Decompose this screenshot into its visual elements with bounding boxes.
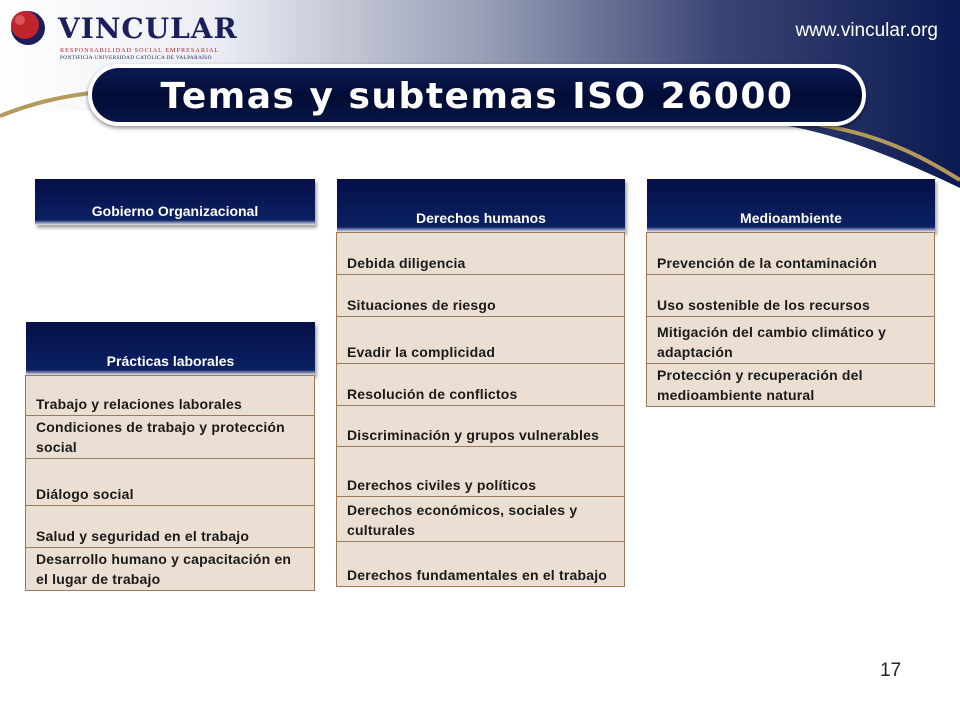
list-item: Condiciones de trabajo y protección social — [26, 416, 314, 459]
header-band — [0, 0, 960, 190]
topic-list-practicas — [25, 375, 315, 591]
logo-wordmark: VINCULAR — [58, 12, 238, 45]
page-number: 17 — [880, 660, 902, 681]
list-item: Protección y recuperación del medioambiente natural — [657, 367, 863, 403]
vincular-logo — [8, 8, 238, 64]
list-item: Mitigación del cambio climático y adaptación — [647, 317, 934, 364]
logo-institution: PONTIFICIA UNIVERSIDAD CATÓLICA DE VALPARAÍSO — [60, 55, 212, 61]
list-item: Resolución de conflictos — [337, 364, 624, 406]
topic-list-derechos — [336, 232, 625, 587]
category-title: Prácticas laborales — [106, 353, 235, 369]
category-header-derechos — [337, 179, 625, 232]
globe-logo-icon — [8, 8, 52, 52]
list-item: Derechos fundamentales en el trabajo — [347, 567, 608, 583]
list-item: Derechos económicos, sociales y culturales — [337, 497, 624, 542]
list-item: Uso sostenible de los recursos — [647, 275, 934, 317]
list-item: Evadir la complicidad — [337, 317, 624, 364]
category-header-practicas — [26, 322, 315, 375]
list-item: Situaciones de riesgo — [337, 275, 624, 317]
title-bar — [88, 64, 866, 126]
list-item: Salud y seguridad en el trabajo — [26, 506, 314, 548]
list-item: Derechos civiles y políticos — [337, 447, 624, 497]
list-item: Desarrollo humano y capacitación en el lugar de trabajo — [36, 551, 292, 587]
topic-list-medioambiente — [646, 232, 935, 407]
category-header-gobierno — [35, 179, 315, 225]
list-item: Diálogo social — [26, 459, 314, 506]
list-item: Discriminación y grupos vulnerables — [337, 406, 624, 447]
page-title: Temas y subtemas ISO 26000 — [160, 76, 794, 117]
site-url[interactable]: www.vincular.org — [795, 20, 938, 41]
category-title: Medioambiente — [740, 210, 842, 226]
logo-tagline: RESPONSABILIDAD SOCIAL EMPRESARIAL — [60, 47, 220, 54]
list-item: Trabajo y relaciones laborales — [26, 376, 314, 416]
list-item: Prevención de la contaminación — [647, 233, 934, 275]
list-item: Debida diligencia — [337, 233, 624, 275]
category-header-medioambiente — [647, 179, 935, 232]
category-title: Derechos humanos — [416, 210, 546, 226]
category-title: Gobierno Organizacional — [91, 203, 259, 219]
